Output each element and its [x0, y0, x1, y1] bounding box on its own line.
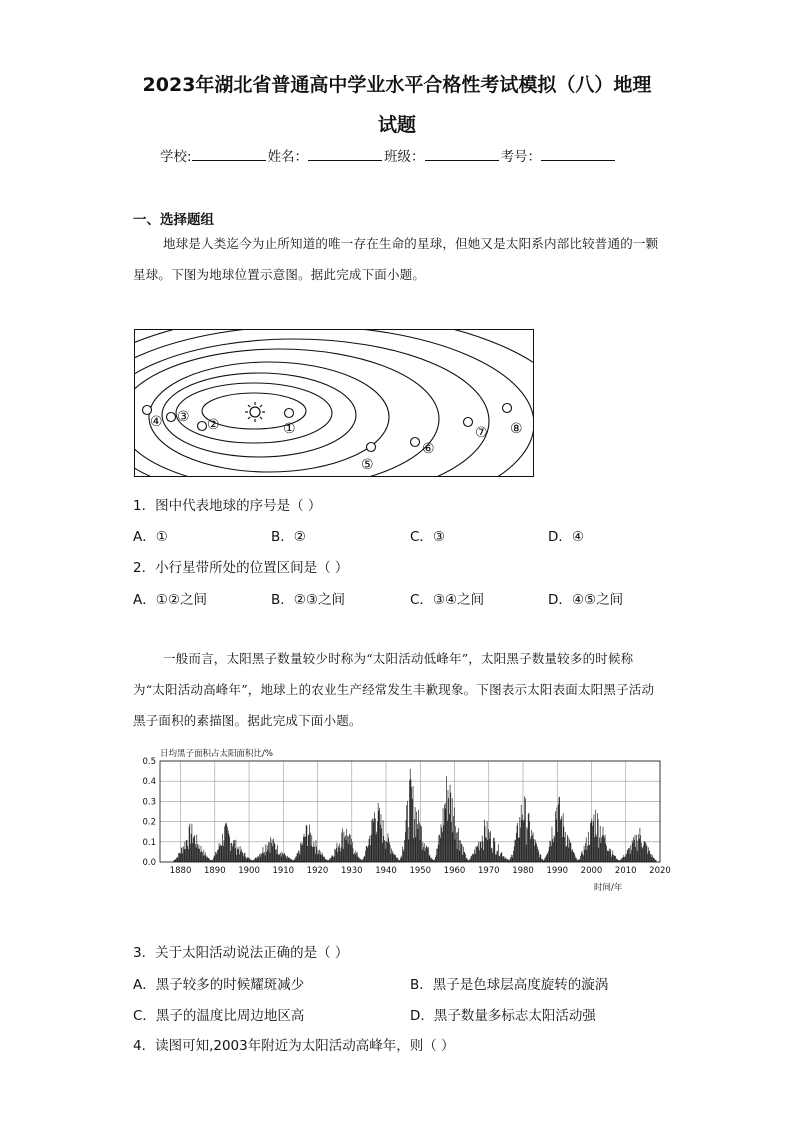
label-5: ⑤	[361, 457, 374, 473]
document-title: 2023年湖北省普通高中学业水平合格性考试模拟（八）地理	[142, 74, 652, 96]
name-field[interactable]	[308, 146, 382, 161]
passage-1: 地球是人类迄今为止所知道的唯一存在生命的星球，但她又是太阳系内部比较普通的一颗星球。下图为地球位置示意图。据此完成下面小题。	[133, 236, 659, 282]
class-field[interactable]	[425, 146, 499, 161]
id-label: 考号：	[500, 149, 542, 165]
q1-option-b[interactable]: B．②	[271, 529, 306, 545]
chart-x-ticks	[170, 866, 671, 876]
q3-option-a[interactable]: A．黑子较多的时候耀斑减少	[133, 977, 305, 993]
q1-option-c[interactable]: C．③	[410, 529, 446, 545]
label-4: ④	[150, 414, 163, 430]
planet-8	[503, 404, 512, 413]
question-2: 2．小行星带所处的位置区间是（ ）	[133, 560, 349, 576]
q2-option-b[interactable]: B．②③之间	[271, 592, 345, 608]
id-field[interactable]	[541, 146, 615, 161]
section-heading: 一、选择题组	[133, 212, 214, 228]
planet-1	[285, 409, 294, 418]
chart-y-ticks	[142, 757, 156, 868]
student-info-line	[160, 145, 617, 165]
name-label: 姓名：	[267, 149, 309, 165]
chart-x-axis-label: 时间/年	[594, 883, 623, 893]
label-8: ⑧	[510, 421, 523, 437]
y-tick-label: 0.3	[142, 797, 156, 808]
q1-option-d[interactable]: D．④	[548, 529, 584, 545]
class-label: 班级：	[384, 149, 425, 165]
question-4: 4．读图可知,2003年附近为太阳活动高峰年，则（ ）	[133, 1038, 455, 1054]
x-tick-label: 1980	[512, 866, 534, 876]
document-title-line2: 试题	[377, 114, 416, 136]
x-tick-label: 1970	[477, 866, 500, 876]
planet-3	[167, 413, 176, 422]
label-3: ③	[177, 409, 190, 425]
q2-option-c[interactable]: C．③④之间	[410, 592, 485, 608]
chart-y-axis-label: 日均黑子面积占太阳面积比/%	[160, 749, 273, 759]
q1-option-a[interactable]: A．①	[133, 529, 168, 545]
x-tick-label: 1960	[443, 866, 466, 876]
x-tick-label: 1910	[272, 866, 295, 876]
x-tick-label: 1890	[203, 866, 226, 876]
planet-6	[411, 438, 420, 447]
planet-2	[198, 422, 207, 431]
x-tick-label: 1930	[340, 866, 363, 876]
x-tick-label: 2010	[614, 866, 637, 876]
q2-option-a[interactable]: A．①②之间	[133, 592, 207, 608]
x-tick-label: 1940	[375, 866, 397, 876]
question-3: 3．关于太阳活动说法正确的是（ ）	[133, 945, 349, 961]
y-tick-label: 0.2	[142, 817, 156, 828]
diagram-frame	[135, 330, 534, 477]
school-label: 学校:	[160, 149, 192, 165]
label-7: ⑦	[475, 425, 488, 441]
x-tick-label: 2000	[580, 866, 603, 876]
label-1: ①	[283, 421, 296, 437]
y-tick-label: 0.1	[142, 837, 156, 848]
question-1: 1．图中代表地球的序号是（ ）	[133, 498, 322, 514]
school-field[interactable]	[192, 146, 266, 161]
q3-option-d[interactable]: D．黑子数量多标志太阳活动强	[410, 1008, 596, 1024]
orbit-diagram	[134, 329, 534, 477]
sunspot-chart	[130, 745, 675, 895]
q3-option-b[interactable]: B．黑子是色球层高度旋转的漩涡	[410, 977, 609, 993]
x-tick-label: 1880	[169, 866, 192, 876]
planet-7	[464, 418, 473, 427]
x-tick-label: 2020	[649, 866, 671, 876]
y-tick-label: 0.0	[142, 858, 156, 868]
y-tick-label: 0.4	[142, 777, 156, 788]
x-tick-label: 1920	[306, 866, 329, 876]
x-tick-label: 1950	[409, 866, 432, 876]
passage-2: 一般而言，太阳黑子数量较少时称为“太阳活动低峰年”，太阳黑子数量较多的时候称为“太阳活动高峰年”，地球上的农业生产经常发生丰歉现象。下图表示太阳表面太阳黑子活动黑子面积的素描图。据此完成下面小题。	[133, 651, 655, 728]
planet-5	[367, 443, 376, 452]
label-2: ②	[207, 417, 220, 433]
y-tick-label: 0.5	[142, 757, 156, 767]
x-tick-label: 1900	[238, 866, 260, 876]
x-tick-label: 1990	[546, 866, 569, 876]
q3-option-c[interactable]: C．黑子的温度比周边地区高	[133, 1008, 305, 1024]
chart-bars	[174, 769, 656, 862]
q2-option-d[interactable]: D．④⑤之间	[548, 592, 624, 608]
label-6: ⑥	[422, 441, 435, 457]
